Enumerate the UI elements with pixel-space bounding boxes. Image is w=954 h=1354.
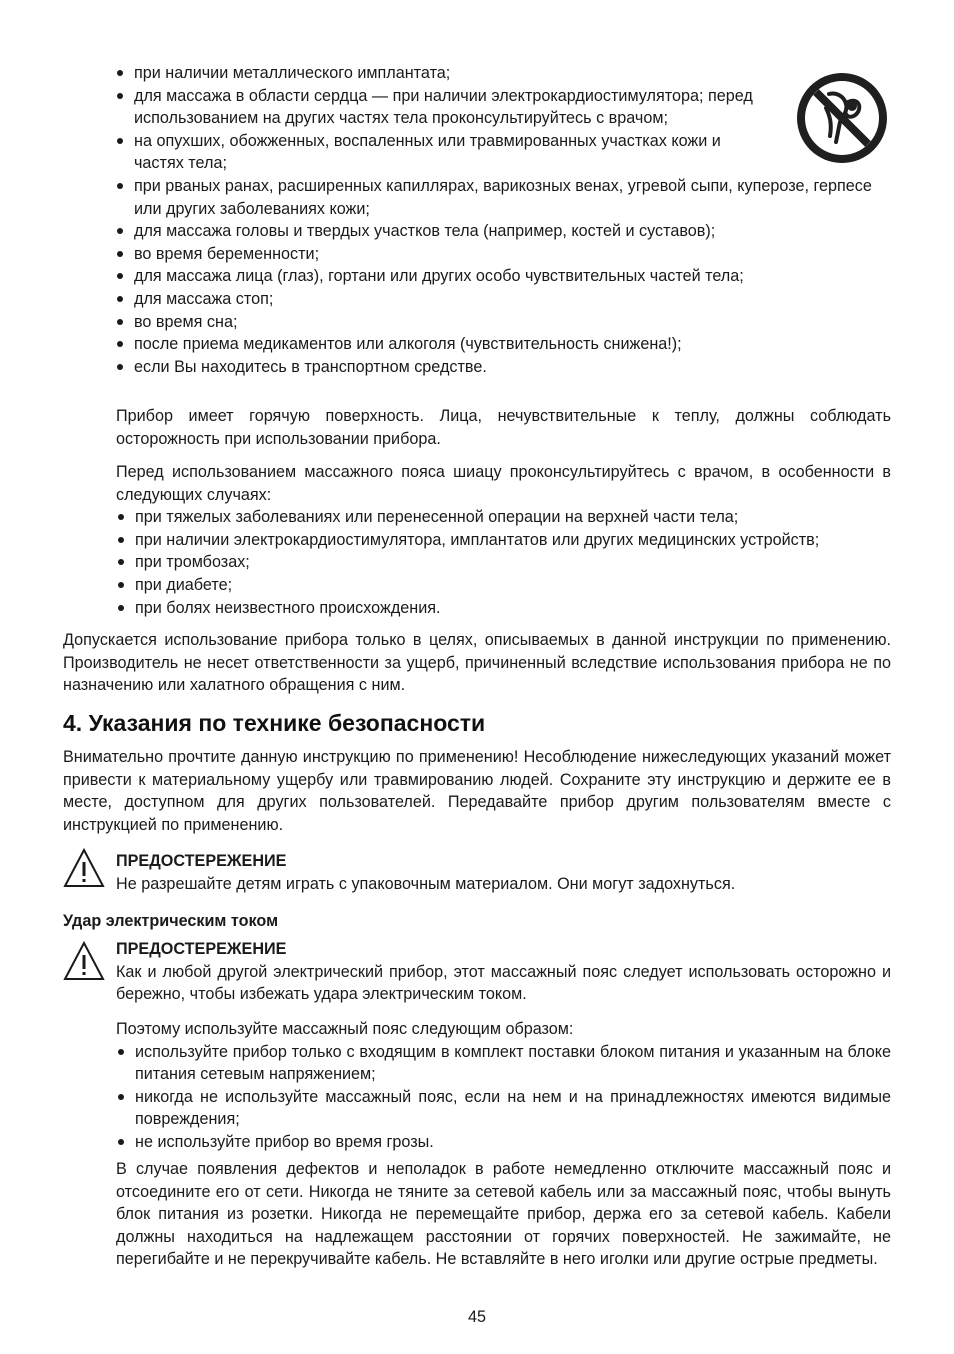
warning-triangle-icon bbox=[63, 941, 105, 988]
usage-rules-list bbox=[116, 1041, 891, 1154]
consult-intro: Перед использованием массажного пояса шиацу проконсультируйтесь с врачом, в особенности в следующих случаях: bbox=[116, 463, 891, 504]
list-item: при тяжелых заболеваниях или перенесенной операции на верхней части тела; bbox=[116, 506, 891, 529]
list-item: при наличии электрокардиостимулятора, имплантатов или других медицинских устройств; bbox=[116, 529, 891, 552]
warning-block-electric bbox=[116, 938, 891, 1006]
contraindications-list bbox=[115, 62, 891, 378]
list-item: при тромбозах; bbox=[116, 551, 891, 574]
warning-text: Как и любой другой электрический прибор, этот массажный пояс следует использовать осторожно и бережно, чтобы избежать удара электрическим током. bbox=[116, 962, 891, 1004]
hot-surface-paragraph: Прибор имеет горячую поверхность. Лица, нечувствительные к теплу, должны соблюдать осторожность при использовании прибора. bbox=[116, 407, 891, 448]
intended-use-paragraph: Допускается использование прибора только в целях, описываемых в данной инструкции по применению. Производитель не несет ответственности за ущерб, причиненный вследствие использования прибора не по назначению или халатного обращения с ним. bbox=[63, 631, 891, 695]
warning-text: Не разрешайте детям играть с упаковочным материалом. Они могут задохнуться. bbox=[116, 874, 736, 893]
list-item: для массажа в области сердца — при наличии электрокардиостимулятора; перед использованием на других частях тела проконсультируйтесь с врачом; bbox=[115, 85, 774, 130]
list-item: для массажа стоп; bbox=[115, 288, 891, 311]
list-item: используйте прибор только с входящим в комплект поставки блоком питания и указанным на блоке питания сетевым напряжением; bbox=[116, 1041, 891, 1086]
list-item: во время сна; bbox=[115, 311, 891, 334]
electric-shock-heading: Удар электрическим током bbox=[63, 912, 279, 930]
contraindications-section bbox=[115, 62, 891, 378]
list-item: для массажа головы и твердых участков тела (например, костей и суставов); bbox=[115, 220, 891, 243]
warning-title: ПРЕДОСТЕРЕЖЕНИЕ bbox=[116, 852, 287, 870]
list-item: никогда не используйте массажный пояс, если на нем и на принадлежностях имеются видимые повреждения; bbox=[116, 1086, 891, 1131]
warning-title: ПРЕДОСТЕРЕЖЕНИЕ bbox=[116, 940, 287, 958]
warning-block-packaging bbox=[116, 850, 891, 895]
list-item: после приема медикаментов или алкоголя (чувствительность снижена!); bbox=[115, 333, 891, 356]
usage-section bbox=[116, 1018, 891, 1154]
section-intro-paragraph: Внимательно прочтите данную инструкцию по применению! Несоблюдение нижеследующих указаний может привести к материальному ущербу или травмированию людей. Сохраните эту инструкцию и держите ее в месте, доступном для других пользователей. Передавайте прибор другим пользователям вместе с инструкцией по применению. bbox=[63, 748, 891, 834]
list-item: во время беременности; bbox=[115, 243, 891, 266]
section-title: 4. Указания по технике безопасности bbox=[63, 710, 486, 736]
usage-intro: Поэтому используйте массажный пояс следующим образом: bbox=[116, 1020, 574, 1038]
consult-cases-list bbox=[116, 506, 891, 619]
list-item: при рваных ранах, расширенных капиллярах, варикозных венах, угревой сыпи, куперозе, герпесе или других заболеваниях кожи; bbox=[115, 175, 891, 220]
list-item: если Вы находитесь в транспортном средстве. bbox=[115, 356, 891, 379]
list-item: не используйте прибор во время грозы. bbox=[116, 1131, 891, 1154]
defects-paragraph: В случае появления дефектов и неполадок в работе немедленно отключите массажный пояс и отсоедините его от сети. Никогда не тяните за сетевой кабель или за массажный пояс, чтобы вынуть блок питания из розетки. Никогда не перемещайте прибор, держа его за сетевой кабель. Кабели должны находиться на надлежащем расстоянии от горячих поверхностей. Не зажимайте, не перегибайте и не перекручивайте кабель. Не вставляйте в него иголки или другие острые предметы. bbox=[116, 1160, 891, 1269]
list-item: при диабете; bbox=[116, 574, 891, 597]
page-number: 45 bbox=[467, 1308, 486, 1326]
warning-triangle-icon bbox=[63, 848, 105, 895]
list-item: при наличии металлического имплантата; bbox=[115, 62, 774, 85]
list-item: на опухших, обожженных, воспаленных или травмированных участках кожи и частях тела; bbox=[115, 130, 774, 175]
list-item: для массажа лица (глаз), гортани или других особо чувствительных частей тела; bbox=[115, 265, 891, 288]
list-item: при болях неизвестного происхождения. bbox=[116, 597, 891, 620]
consult-section bbox=[116, 461, 891, 619]
